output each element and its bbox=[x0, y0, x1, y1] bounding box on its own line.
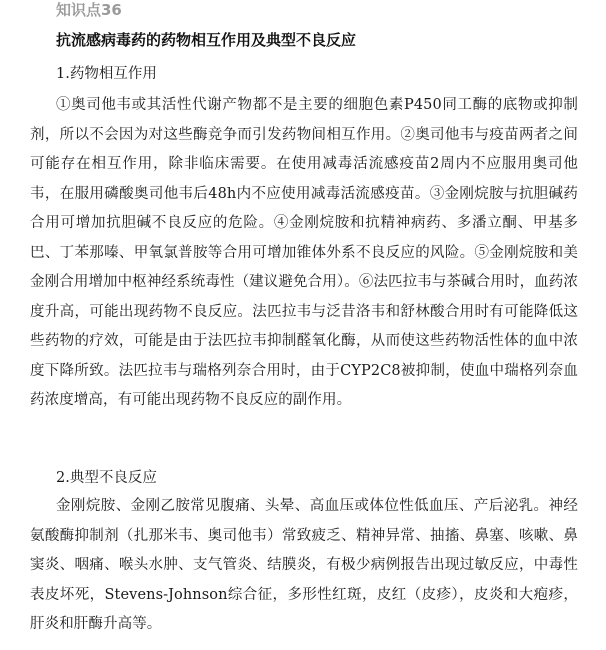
paragraph-adverse-reactions: 金刚烷胺、金刚乙胺常见腹痛、头晕、高血压或体位性低血压、产后泌乳。神经氨酸酶抑制剂（扎那米韦、奥司他韦）常致疲乏、精神异常、抽搐、鼻塞、咳嗽、鼻窦炎、咽痛、喉头水肿、支气管炎、结膜炎，有极少病例报告出现过敏反应，中毒性表皮坏死，Stevens-Johnson综合征，多形性红斑，皮红（皮疹），皮炎和大疱疹，肝炎和肝酶升高等。 bbox=[30, 498, 578, 632]
knowledge-point-label: 知识点36 bbox=[56, 1, 122, 19]
subsection-heading-interactions: 1.药物相互作用 bbox=[56, 66, 157, 82]
section-title: 抗流感病毒药的药物相互作用及典型不良反应 bbox=[56, 31, 357, 49]
subsection-heading-adverse-reactions: 2.典型不良反应 bbox=[56, 470, 157, 486]
paragraph-interactions: ①奥司他韦或其活性代谢产物都不是主要的细胞色素P450同工酶的底物或抑制剂，所以不会因为对这些酶竞争而引发药物间相互作用。②奥司他韦与疫苗两者之间可能存在相互作用，除非临床需要。在使用减毒活流感疫苗2周内不应服用奥司他韦，在服用磷酸奥司他韦后48h内不应使用减毒活流感疫苗。③金刚烷胺与抗胆碱药合用可增加抗胆碱不良反应的危险。④金刚烷胺和抗精神病药、多潘立酮、甲基多巴、丁苯那嗪、甲氧氯普胺等合用可增加锥体外系不良反应的风险。⑤金刚烷胺和美金刚合用增加中枢神经系统毒性（建议避免合用）。⑥法匹拉韦与茶碱合用时，血药浓度升高，可能出现药物不良反应。法匹拉韦与泛昔洛韦和舒林酸合用时有可能降低这些药物的疗效，可能是由于法匹拉韦抑制醛氧化酶，从而使这些药物活性体的血中浓度下降所致。法匹拉韦与瑞格列奈合用时，由于CYP2C8被抑制，使血中瑞格列奈血药浓度增高，有可能出现药物不良反应的副作用。 bbox=[30, 97, 578, 408]
